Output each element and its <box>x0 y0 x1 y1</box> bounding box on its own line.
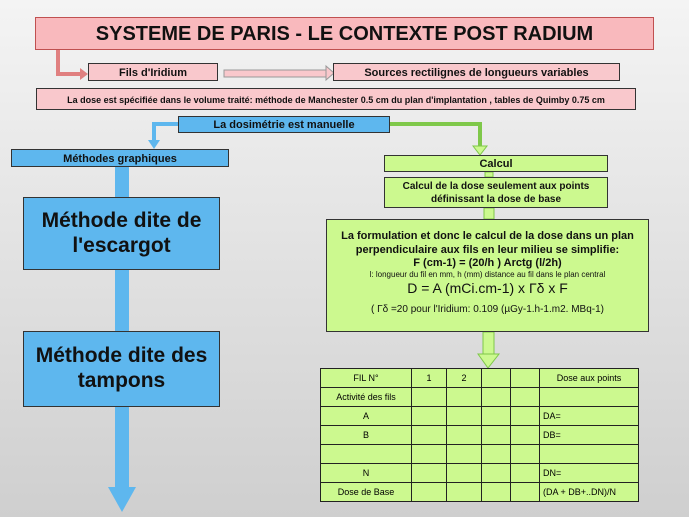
table-cell: A <box>321 407 412 426</box>
table-cell <box>412 483 447 502</box>
table-cell <box>447 407 482 426</box>
arrow-manuelle-left <box>154 124 178 140</box>
formula-eq2: D = A (mCi.cm-1) x Γδ x F <box>407 280 568 296</box>
table-cell <box>540 445 639 464</box>
table-cell: Dose de Base <box>321 483 412 502</box>
table-cell <box>482 426 511 445</box>
table-header-cell <box>482 369 511 388</box>
formula-intro: La formulation et donc le calcul de la dose dans un plan perpendiculaire aux fils en leur milieu se simplifie: <box>341 230 634 256</box>
table-row <box>321 426 639 445</box>
dose-specifiee-box: La dose est spécifiée dans le volume traité: méthode de Manchester 0.5 cm du plan d'implantation , tables de Quimby 0.75 cm <box>36 88 636 110</box>
arrow-formula-table-shaft <box>483 332 494 354</box>
sources-box: Sources rectilignes de longueurs variables <box>333 63 620 81</box>
arrow-formula-table-head <box>478 354 499 368</box>
calcul-points-box: Calcul de la dose seulement aux points définissant la dose de base <box>384 177 608 208</box>
table-cell <box>511 426 540 445</box>
formula-eq1: F (cm-1) = (20/h ) Arctg (l/2h) <box>413 257 562 269</box>
methode-tampons-box: Méthode dite des tampons <box>23 331 220 407</box>
formula-box <box>326 219 649 332</box>
table-cell <box>511 464 540 483</box>
table-cell <box>412 407 447 426</box>
table-cell <box>412 388 447 407</box>
table-cell: DB= <box>540 426 639 445</box>
table-row <box>321 388 639 407</box>
table-cell <box>540 388 639 407</box>
table-cell <box>412 445 447 464</box>
table-header-cell: FIL N° <box>321 369 412 388</box>
arrow-manuelle-right <box>390 124 480 146</box>
calcul-box: Calcul <box>384 155 608 172</box>
dose-table <box>320 368 639 502</box>
table-cell <box>482 483 511 502</box>
arrow-points-formula <box>484 208 494 219</box>
table-cell: DA= <box>540 407 639 426</box>
dosimetrie-manuelle-box: La dosimétrie est manuelle <box>178 116 390 133</box>
table-cell <box>511 483 540 502</box>
table-cell <box>511 407 540 426</box>
table-cell <box>412 426 447 445</box>
arrow-title-fils-head <box>80 68 88 80</box>
arrow-manuelle-right-head <box>473 146 487 155</box>
table-row <box>321 407 639 426</box>
table-header-cell: Dose aux points <box>540 369 639 388</box>
table-cell: N <box>321 464 412 483</box>
table-cell <box>511 388 540 407</box>
table-cell <box>447 483 482 502</box>
table-row <box>321 445 639 464</box>
table-header-cell <box>511 369 540 388</box>
table-cell <box>482 407 511 426</box>
table-cell <box>447 388 482 407</box>
table-cell <box>482 388 511 407</box>
table-row <box>321 464 639 483</box>
methodes-graphiques-box: Méthodes graphiques <box>11 149 229 167</box>
table-cell <box>482 445 511 464</box>
fils-iridium-box: Fils d'Iridium <box>88 63 218 81</box>
table-header-cell: 1 <box>412 369 447 388</box>
table-cell <box>482 464 511 483</box>
table-header-cell: 2 <box>447 369 482 388</box>
arrow-title-fils <box>58 50 80 74</box>
methode-escargot-box: Méthode dite de l'escargot <box>23 197 220 270</box>
table-header-row <box>321 369 639 388</box>
table-cell: Activité des fils <box>321 388 412 407</box>
page-title: SYSTEME DE PARIS - LE CONTEXTE POST RADIUM <box>35 17 654 50</box>
table-cell <box>412 464 447 483</box>
table-cell: (DA + DB+..DN)/N <box>540 483 639 502</box>
table-cell <box>447 464 482 483</box>
table-row <box>321 483 639 502</box>
table-cell <box>447 426 482 445</box>
arrow-fils-sources <box>224 70 326 77</box>
formula-legend: l: longueur du fil en mm, h (mm) distance au fil dans le plan central <box>369 270 606 279</box>
table-cell <box>321 445 412 464</box>
formula-gamma: ( Γδ =20 pour l'Iridium: 0.109 (µGy-1.h-1.m2. MBq-1) <box>371 304 604 315</box>
table-cell: B <box>321 426 412 445</box>
table-cell <box>447 445 482 464</box>
table-cell: DN= <box>540 464 639 483</box>
arrow-methodes-head <box>108 487 136 512</box>
arrow-manuelle-left-head <box>148 140 160 149</box>
table-cell <box>511 445 540 464</box>
